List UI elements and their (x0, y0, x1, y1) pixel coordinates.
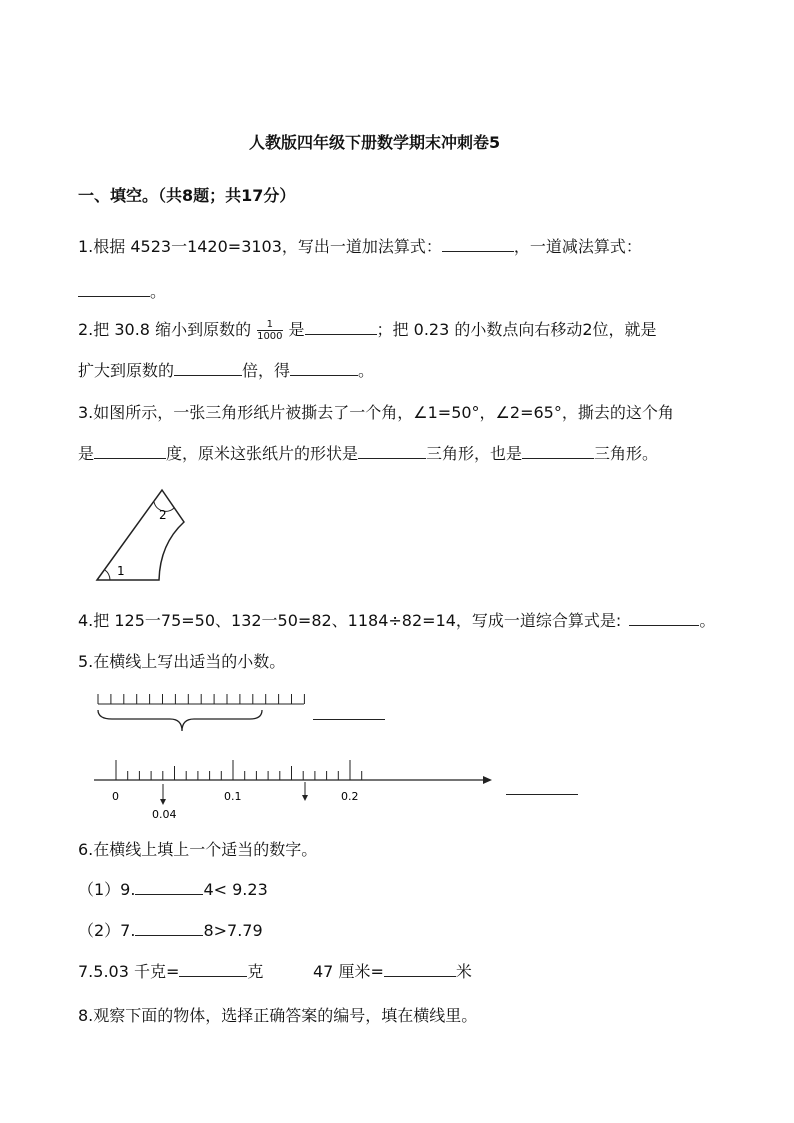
question-2-line1 (78, 318, 657, 342)
q2-after-blank: ；把 0.23 的小数点向右移动2位，就是 (376, 320, 657, 339)
angle-1-label: 1 (117, 564, 125, 578)
answer-blank[interactable] (442, 237, 514, 252)
answer-blank[interactable] (179, 962, 247, 977)
q2-after-frac: 是 (288, 320, 305, 339)
answer-blank[interactable] (313, 705, 385, 720)
arrow-unknown-head (302, 795, 308, 801)
answer-blank[interactable] (78, 282, 150, 297)
question-1-line2 (78, 282, 166, 302)
fraction-denominator: 1000 (257, 331, 283, 342)
question-3-line2 (78, 444, 658, 464)
question-6-part-2 (78, 921, 263, 941)
q1-text: 1.根据 4523一1420=3103，写出一道加法算式： (78, 237, 442, 256)
q7-b-suffix: 米 (455, 962, 472, 981)
q4-end: 。 (699, 611, 716, 630)
q3-a: 是 (78, 444, 95, 463)
fraction-numerator: 1 (257, 319, 282, 331)
q2-line2-mid: 倍，得 (242, 361, 291, 380)
answer-blank[interactable] (384, 962, 456, 977)
question-7-b (313, 962, 472, 982)
question-6: 6.在横线上填上一个适当的数字。 (78, 840, 318, 859)
question-8: 8.观察下面的物体，选择正确答案的编号，填在横线里。 (78, 1006, 478, 1025)
torn-triangle-figure (90, 484, 200, 588)
arrow-0.04-head (160, 799, 166, 805)
q2-line2-prefix: 扩大到原数的 (78, 361, 175, 380)
angle-2-label: 2 (159, 508, 167, 522)
question-2-line2 (78, 361, 374, 381)
answer-blank[interactable] (174, 361, 242, 376)
tick-label-0.2: 0.2 (341, 790, 359, 803)
question-5: 5.在横线上写出适当的小数。 (78, 652, 286, 671)
q3-d: 三角形。 (594, 444, 659, 463)
q1-mid: ，一道减法算式： (513, 237, 642, 256)
q3-text: 3.如图所示，一张三角形纸片被撕去了一个角，∠1=50°，∠2=65°，撕去的这个角 (78, 403, 674, 422)
q6-p2-prefix: （2）7. (78, 921, 136, 940)
question-6-part-1 (78, 880, 268, 900)
tick-label-0: 0 (112, 790, 119, 803)
fraction (257, 319, 282, 342)
q7-b-prefix: 47 厘米= (313, 962, 384, 981)
curly-brace (98, 710, 262, 731)
tick-label-0.1: 0.1 (224, 790, 242, 803)
answer-blank[interactable] (290, 361, 358, 376)
question-3-line1 (78, 403, 674, 423)
q6-p2-suffix: 8>7.79 (203, 921, 263, 940)
q6-p1-prefix: （1）9. (78, 880, 136, 899)
q3-b: 度，原米这张纸片的形状是 (166, 444, 359, 463)
answer-blank[interactable] (305, 320, 377, 335)
question-4 (78, 611, 715, 631)
answer-blank[interactable] (358, 444, 426, 459)
tick-label-0.04: 0.04 (152, 808, 177, 821)
number-line-figure (90, 752, 500, 824)
question-1-line1 (78, 237, 642, 257)
question-7 (78, 962, 263, 982)
q2-prefix: 2.把 30.8 缩小到原数的 (78, 320, 252, 339)
answer-blank[interactable] (135, 880, 203, 895)
q7-a-prefix: 7.5.03 千克= (78, 962, 180, 981)
q2-line2-end: 。 (358, 361, 375, 380)
section-heading: 一、填空。（共8题；共17分） (78, 186, 296, 205)
answer-blank[interactable] (94, 444, 166, 459)
q6-p1-suffix: 4< 9.23 (203, 880, 268, 899)
q3-c: 三角形，也是 (426, 444, 523, 463)
answer-blank[interactable] (629, 611, 699, 626)
q1-end: 。 (150, 282, 167, 301)
q4-text: 4.把 125一75=50、132一50=82、1184÷82=14，写成一道综合算式是: (78, 611, 622, 630)
answer-blank[interactable] (135, 921, 203, 936)
answer-blank[interactable] (522, 444, 594, 459)
answer-blank[interactable] (506, 780, 578, 795)
q7-a-suffix: 克 (247, 962, 264, 981)
page-title: 人教版四年级下册数学期末冲刺卷5 (249, 133, 501, 152)
